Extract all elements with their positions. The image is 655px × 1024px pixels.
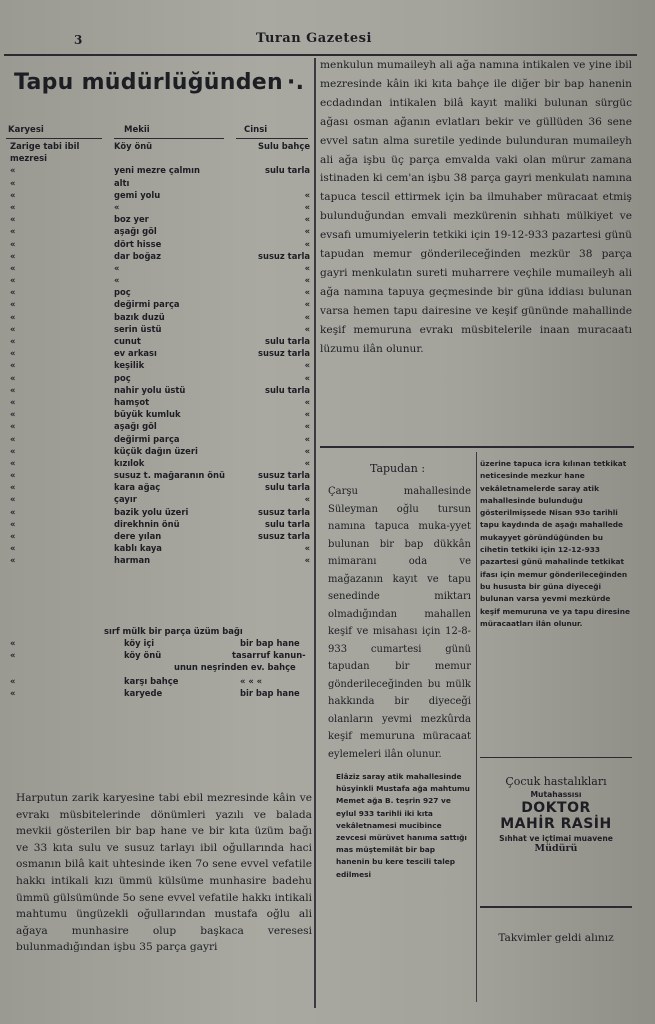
- table-row: [4, 542, 312, 554]
- table-cell-location: değirmi parça: [114, 299, 180, 310]
- title-dots: ∙.: [286, 70, 305, 95]
- table-cell-village: «: [10, 421, 16, 432]
- table-cell-location: cunut: [114, 336, 141, 346]
- table-cell-location: poç: [114, 287, 131, 298]
- table-cell-location: dere yılan: [114, 531, 162, 541]
- table-cell-village: «: [10, 384, 16, 395]
- table-cell-village: «: [10, 348, 16, 359]
- table-row-extra-location: köy içi: [124, 638, 155, 648]
- left-column: [4, 58, 312, 1008]
- table-row: [4, 238, 312, 250]
- table-row: [4, 493, 312, 505]
- table-cell-type: «: [304, 214, 310, 225]
- table-cell-type: Sulu bahçe: [258, 141, 310, 151]
- table-cell-type: sulu tarla: [264, 384, 310, 395]
- table-row-extra-village: «: [10, 638, 16, 648]
- table-row: [4, 469, 312, 481]
- table-row: [4, 298, 312, 310]
- table-cell-location: hamşot: [114, 396, 150, 407]
- table-row: [4, 518, 312, 530]
- table-row-extra: unun neşrinden ev. bahçe: [174, 662, 296, 672]
- table-cell-type: «: [304, 299, 310, 310]
- table-cell-village: «: [10, 445, 16, 456]
- table-row: [4, 262, 312, 274]
- table-cell-type: susuz tarla: [258, 506, 310, 517]
- notice-title: [14, 70, 312, 95]
- table-cell-village: «: [10, 360, 16, 371]
- col-village-header: Karyesi: [8, 125, 44, 135]
- header-underline: [114, 138, 224, 139]
- table-cell-type: susuz tarla: [258, 250, 310, 261]
- table-cell-village: «: [10, 409, 16, 420]
- section-rule: [480, 906, 632, 908]
- notice-title-text: Tapu müdürlüğünden: [14, 70, 283, 95]
- tapudan-notice: [320, 452, 475, 881]
- table-cell-village: «: [10, 165, 16, 176]
- table-cell-type: «: [304, 433, 310, 444]
- table-row: [4, 213, 312, 225]
- table-cell-village: «: [10, 201, 16, 212]
- newspaper-name: Turan Gazetesi: [256, 31, 372, 46]
- table-row: [4, 311, 312, 323]
- table-cell-location: kara ağaç: [114, 482, 161, 493]
- doctor-specialty: Çocuk hastalıkları: [505, 775, 607, 788]
- table-row: [4, 152, 312, 164]
- table-cell-village: «: [10, 336, 16, 346]
- table-cell-village: Zarige tabi ibil: [10, 141, 80, 151]
- table-cell-location: aşağı göl: [114, 226, 157, 237]
- table-cell-location: poç: [114, 372, 131, 383]
- table-cell-type: sulu tarla: [264, 482, 310, 493]
- table-row-extra-location: karyede: [124, 688, 163, 698]
- table-cell-type: «: [304, 494, 310, 505]
- table-cell-type: «: [304, 262, 310, 273]
- table-cell-type: «: [304, 396, 310, 407]
- table-cell-location: «: [114, 275, 120, 286]
- table-cell-village: «: [10, 494, 16, 505]
- table-cell-village: «: [10, 531, 16, 541]
- table-cell-village: «: [10, 555, 16, 566]
- table-row: [4, 433, 312, 445]
- table-cell-village: «: [10, 262, 16, 273]
- table-cell-location: küçük dağın üzeri: [114, 445, 198, 456]
- table-cell-village: «: [10, 238, 16, 249]
- page-number: 3: [74, 33, 83, 47]
- table-cell-type: «: [304, 275, 310, 286]
- table-cell-type: sulu tarla: [264, 165, 310, 176]
- table-row-extra: sırf mülk bir parça üzüm bağı: [104, 626, 243, 636]
- table-row: [4, 396, 312, 408]
- table-row: [4, 554, 312, 566]
- table-cell-type: susuz tarla: [258, 348, 310, 359]
- notice-paragraph: Harputun zarik karyesine tabi ebil mezresinde kâin ve evrakı müsbitelerinde dönümleri yazılı ve balada mevkii gösterilen bir bap hane ve bir kıta üzüm bağı ve 33 kıta sulu ve susuz tarlayı ibil oğullarında haci osmanın bilâ kait uhtesinde iken 7o sene evvel vefatile hakkı intikali kızı ümmü külsüme munhasire badehu ümmü gülsümünde 5o sene evvel vefatile hakkı intikali mahtumu üngüzekli oğullarından mustafa oğlu ali ağaya munhasire olup başkaca veresesi bulunmadığından işbu 35 parça gayri: [16, 792, 312, 954]
- table-row-extra-location: karşı bahçe: [124, 676, 179, 686]
- table-cell-location: susuz t. mağaranın önü: [114, 470, 225, 481]
- table-row: [4, 420, 312, 432]
- tapudan-title: Tapudan :: [369, 462, 426, 475]
- table-cell-type: «: [304, 543, 310, 554]
- table-row: [4, 481, 312, 493]
- table-row: [4, 286, 312, 298]
- table-cell-village: «: [10, 177, 16, 188]
- table-row: [4, 530, 312, 542]
- elaziz-notice: Elâziz saray atik mahallesinde hüsyinkli Mustafa ağa mahtumu Memet ağa B. teşrin 927 ve eylul 933 tarihli iki kıta vekâletnamesi mucibince zevcesi mürüvet hanıma sattığı mas müştemilât bir bap hanenin bu kere tescili talep edilmesi: [336, 772, 470, 879]
- table-cell-village: «: [10, 396, 16, 407]
- table-cell-village: «: [10, 470, 16, 481]
- table-cell-type: «: [304, 445, 310, 456]
- table-cell-village: mezresi: [10, 153, 47, 164]
- table-row-extra-type: bir bap hane: [240, 638, 300, 648]
- col-type-header: Cinsi: [244, 125, 268, 135]
- table-row: [4, 323, 312, 335]
- table-cell-location: yeni mezre çalmın: [114, 165, 200, 176]
- table-cell-location: bazik yolu üzeri: [114, 506, 189, 517]
- notice-continuation: menkulun mumaileyh ali ağa namına intikalen ve yine ibil mezresinde kâin iki kıta bahçe ile diğer bir bap hanenin ecdadından intikalen bilâ kayıt maliki bulunan sürgüc ağası osman ağanın evlatları bekir ve güllüden 36 sene evvel satın alma suretile yedinde bulunduran mumaileyh ali ağa işbu üç parça emvalda vaki olan mürur zamana istinaden ki cem'an işbu 38 parça gayri menkulatı namına tapuca tescil ettirmek için ba ilmuhaber müracaat etmiş bulunduğundan emvali mezkürenin sıhhatı mülkiyet ve evsafı umumiyelerin tetkiki için 19-12-933 pazartesi günü tapudan memur gönderileceğinden mezkür 38 parça gayri menkulatın sureti muharrere veçhile mumaileyh ali ağa namına tapuya geçmesinde bir güna iddiası bulunan varsa hemen tapu dairesine ve keşif gününde mahallinde keşif memuruna evrakı müsbitelerile inaan muracaatı lüzumu ilân olunur.: [320, 59, 632, 355]
- table-cell-village: «: [10, 482, 16, 493]
- header-underline: [6, 138, 102, 139]
- table-cell-type: «: [304, 409, 310, 420]
- table-cell-village: «: [10, 433, 16, 444]
- table-cell-type: «: [304, 287, 310, 298]
- table-cell-village: «: [10, 250, 16, 261]
- table-row: [4, 335, 312, 347]
- doctor-position: Sıhhat ve içtimai muavene: [499, 834, 613, 843]
- table-row: [4, 384, 312, 396]
- table-row: [4, 408, 312, 420]
- table-cell-location: ev arkası: [114, 348, 157, 359]
- table-row: [4, 177, 312, 189]
- section-rule: [480, 757, 632, 758]
- table-cell-type: sulu tarla: [264, 518, 310, 529]
- table-row: [4, 506, 312, 518]
- table-cell-location: serin üstü: [114, 323, 162, 334]
- table-cell-type: «: [304, 555, 310, 566]
- table-row: [4, 189, 312, 201]
- col-location-header: Mekii: [124, 125, 150, 135]
- doctor-label: DOKTOR: [521, 800, 591, 816]
- table-row: [4, 250, 312, 262]
- table-cell-location: «: [114, 262, 120, 273]
- section-rule: [320, 446, 634, 448]
- table-row: [4, 372, 312, 384]
- doctor-name: MAHİR RASİH: [500, 816, 612, 832]
- table-cell-type: «: [304, 421, 310, 432]
- table-cell-location: gemi yolu: [114, 189, 161, 200]
- table-cell-village: «: [10, 226, 16, 237]
- table-row: [4, 225, 312, 237]
- table-cell-location: Köy önü: [114, 141, 153, 151]
- table-cell-village: «: [10, 457, 16, 468]
- table-cell-location: kızılok: [114, 457, 145, 468]
- table-cell-location: harman: [114, 555, 151, 566]
- table-cell-location: dar boğaz: [114, 250, 161, 261]
- table-row: [4, 359, 312, 371]
- table-row-extra-type: tasarruf kanun-: [232, 650, 306, 660]
- table-row: [4, 347, 312, 359]
- table-cell-location: kablı kaya: [114, 543, 162, 554]
- table-cell-location: dört hisse: [114, 238, 162, 249]
- column-divider: [476, 452, 477, 1002]
- table-cell-type: «: [304, 189, 310, 200]
- table-cell-location: bazık duzü: [114, 311, 165, 322]
- inspection-notice: [480, 458, 632, 630]
- table-row-extra-location: köy önü: [124, 650, 162, 660]
- table-cell-village: «: [10, 311, 16, 322]
- page-header: [0, 28, 655, 50]
- table-cell-village: «: [10, 372, 16, 383]
- table-cell-location: boz yer: [114, 214, 149, 225]
- table-cell-location: nahir yolu üstü: [114, 384, 186, 395]
- table-row: [4, 457, 312, 469]
- table-cell-location: değirmi parça: [114, 433, 180, 444]
- table-row: [4, 445, 312, 457]
- table-cell-type: «: [304, 238, 310, 249]
- table-row-extra-village: «: [10, 650, 16, 660]
- tapudan-body: Çarşu mahallesinde Süleyman oğlu tursun namına tapuca muka-yyet bulunan bir bap dükkân mimaranı oda ve mağazanın kayıt ve tapu senedinde miktarı olmadığından mahallen keşif ve misahası için 12-8-933 cumartesi günü tapudan bir memur gönderileceğinden bu mülk hakkında bir diyeceği olanların yevmi mezkûrda keşif memuruna müracaat eylemeleri ilân olunur.: [328, 486, 471, 760]
- table-cell-type: «: [304, 457, 310, 468]
- table-cell-village: «: [10, 323, 16, 334]
- table-row: [4, 274, 312, 286]
- table-header: [4, 122, 312, 142]
- doctor-title-small: Mutahassısı: [530, 790, 582, 799]
- doctor-advert: [480, 775, 632, 854]
- table-cell-village: «: [10, 287, 16, 298]
- table-cell-location: «: [114, 201, 120, 212]
- table-cell-type: «: [304, 311, 310, 322]
- calendar-advert: Takvimler geldi alınız: [498, 932, 614, 944]
- table-cell-village: «: [10, 189, 16, 200]
- table-cell-type: «: [304, 323, 310, 334]
- table-cell-type: «: [304, 226, 310, 237]
- table-cell-village: «: [10, 275, 16, 286]
- table-row: [4, 164, 312, 176]
- column-divider: [314, 58, 316, 1008]
- table-cell-village: «: [10, 506, 16, 517]
- table-cell-type: «: [304, 372, 310, 383]
- table-cell-type: susuz tarla: [258, 470, 310, 481]
- table-cell-location: büyük kumluk: [114, 409, 181, 420]
- table-cell-village: «: [10, 518, 16, 529]
- inspection-notice-body: üzerine tapuca icra kılınan tetkikat neticesinde mezkur hane vekâletnamelerde saray atik mahallesinde bulunduğu gösterilmişsede Nisan 93o tarihli tapu kaydında de aşağı mahallede mukayyet göründüğünden bu cihetin tetkiki için 12-12-933 pazartesi günü mahalinde tetkikat ifası için memur gönderileceğinden bu hususta bir güna diyeceği bulunan varsa yevmi mezkürde keşif memuruna ve ya tapu diresine müracaatları ilân olunur.: [480, 459, 630, 628]
- table-row-extra-village: «: [10, 688, 16, 698]
- table-cell-village: «: [10, 214, 16, 225]
- table-row-extra-type: bir bap hane: [240, 688, 300, 698]
- table-cell-location: çayır: [114, 494, 137, 505]
- table-cell-village: «: [10, 299, 16, 310]
- table-cell-type: sulu tarla: [264, 336, 310, 346]
- table-cell-village: «: [10, 543, 16, 554]
- property-table: [4, 140, 312, 567]
- table-row-extra-type: « « «: [240, 676, 263, 686]
- table-row-extra-village: «: [10, 676, 16, 686]
- table-cell-type: susuz tarla: [258, 531, 310, 541]
- table-cell-location: altı: [114, 177, 130, 188]
- doctor-role: Müdürü: [534, 843, 578, 854]
- header-underline: [236, 138, 308, 139]
- table-row: [4, 201, 312, 213]
- table-cell-location: direkhnin önü: [114, 518, 180, 529]
- table-cell-type: «: [304, 201, 310, 212]
- table-row: [4, 140, 312, 152]
- table-cell-location: keşilik: [114, 360, 145, 371]
- table-cell-type: «: [304, 360, 310, 371]
- table-cell-location: aşağı göl: [114, 421, 157, 432]
